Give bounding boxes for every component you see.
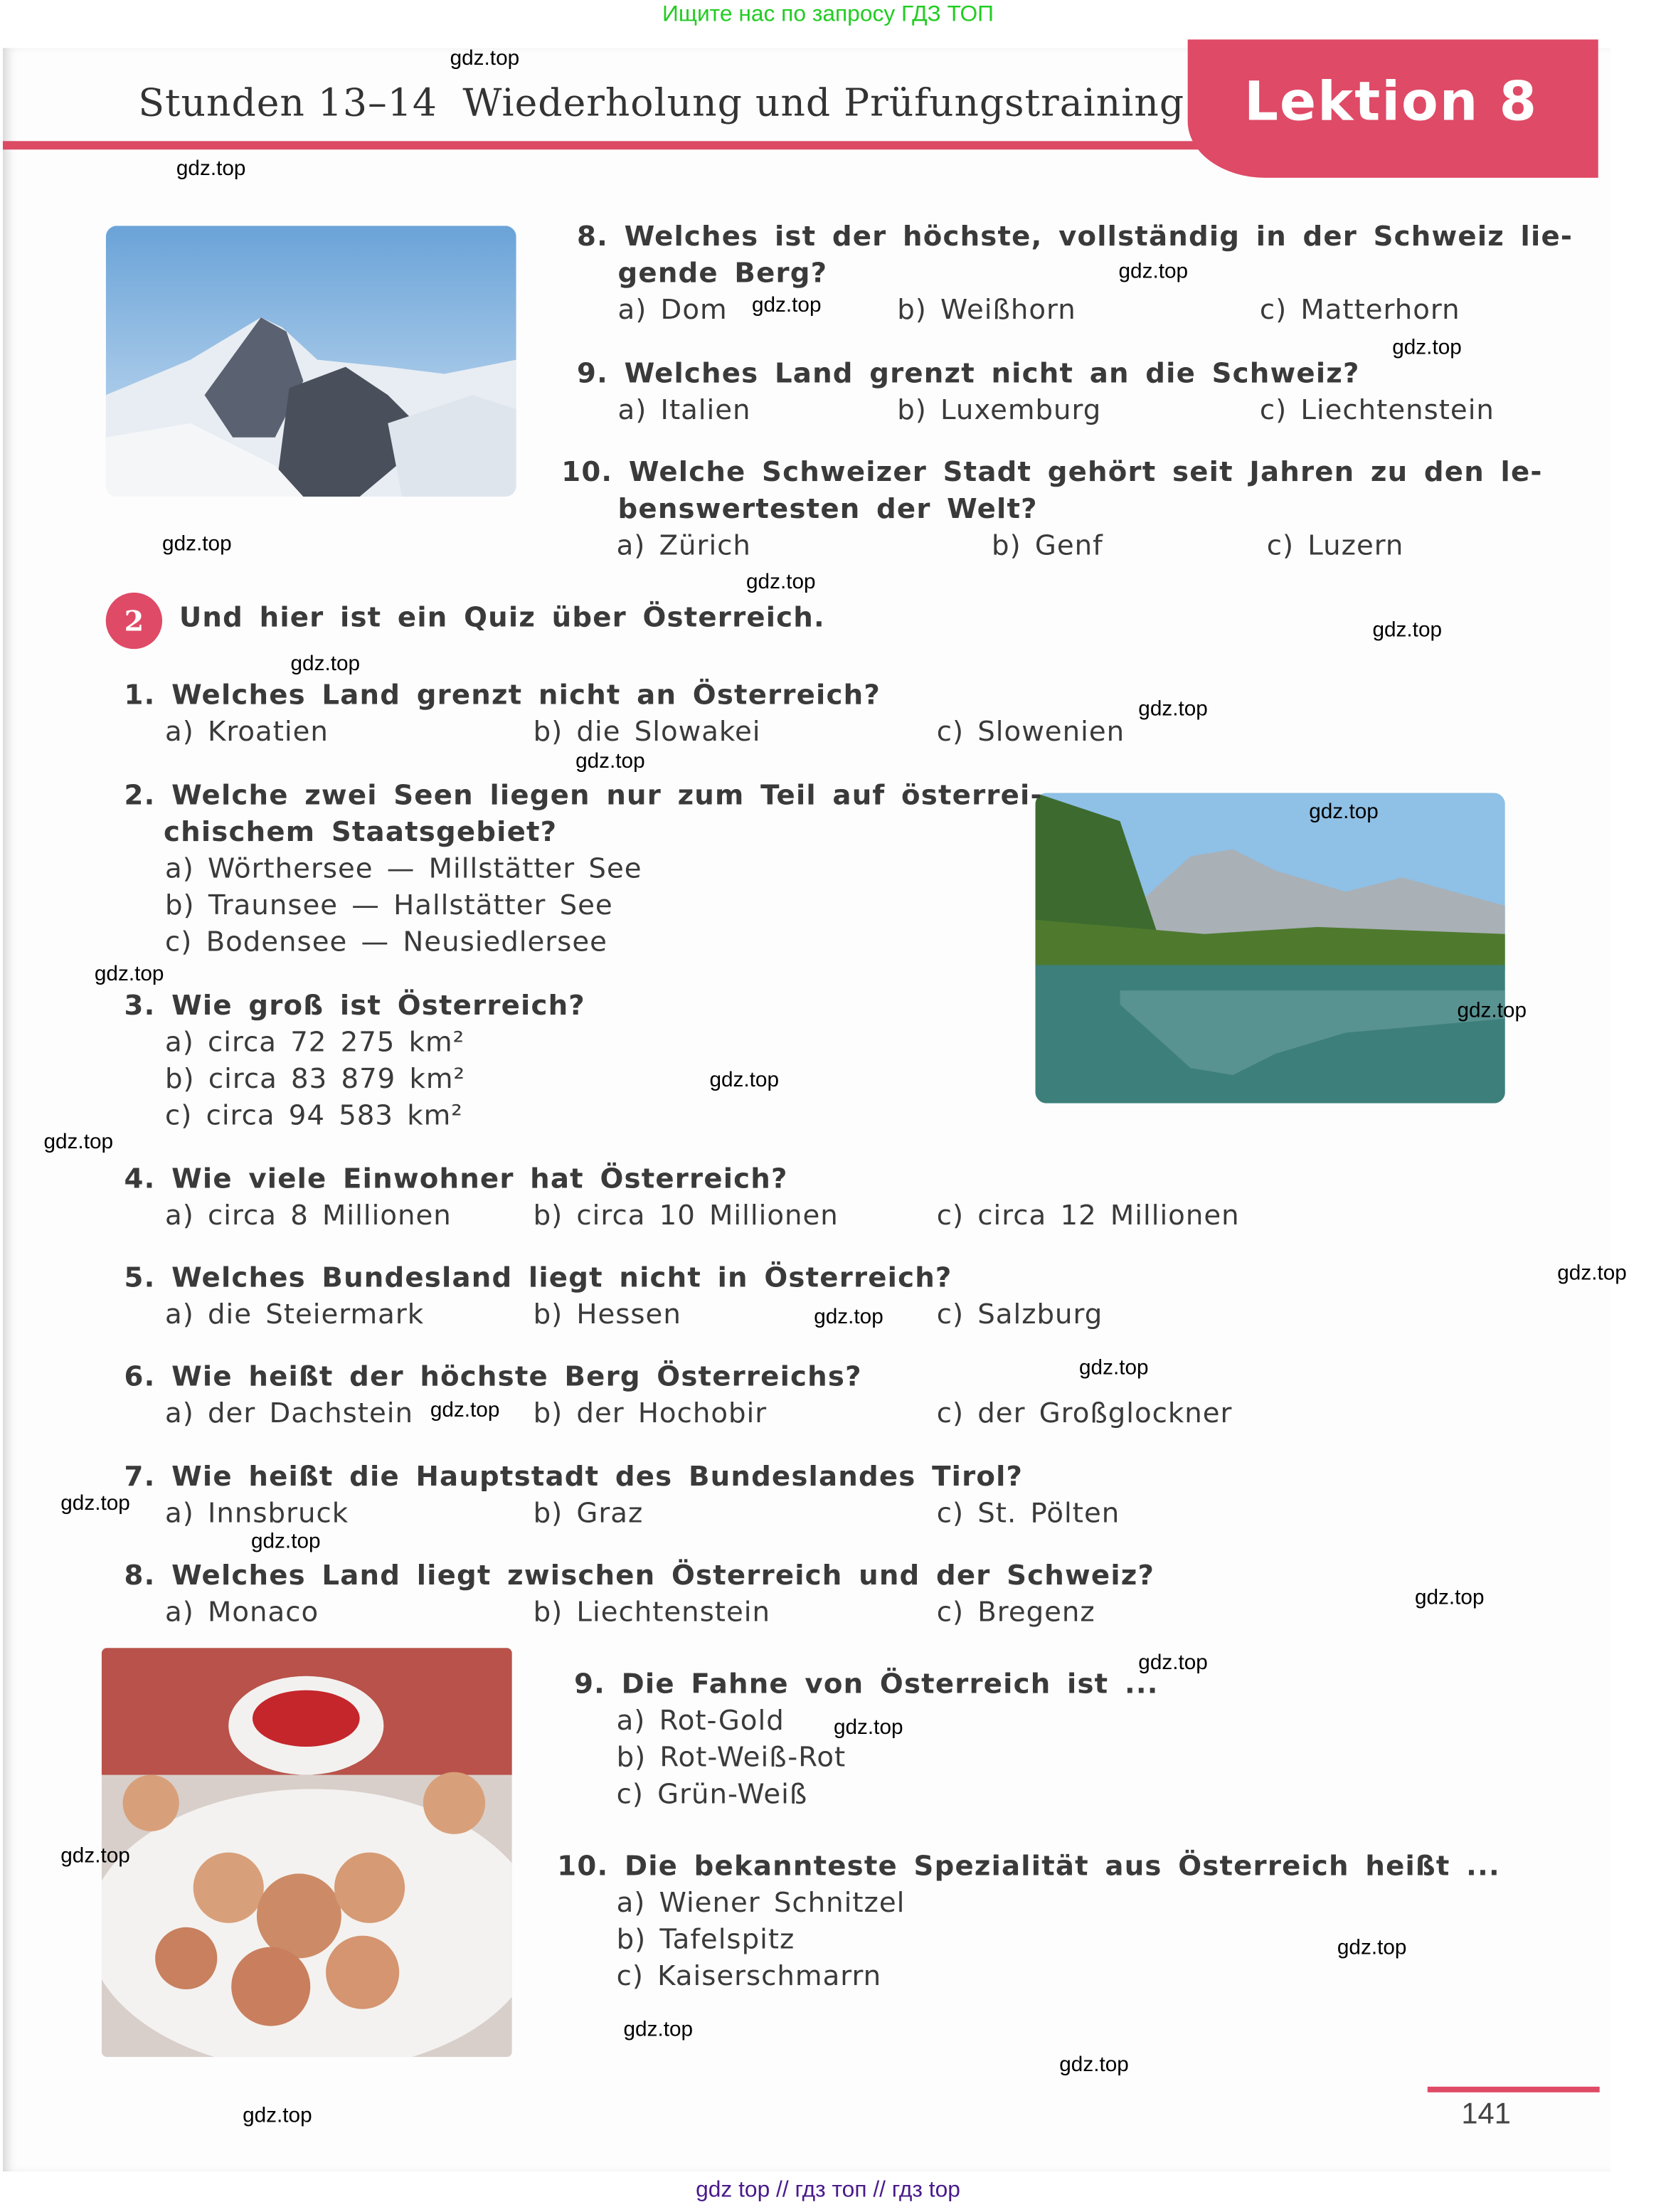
watermark-text: gdz.top <box>176 157 246 181</box>
question-text: gende Berg? <box>617 256 828 290</box>
watermark-text: gdz.top <box>450 46 520 71</box>
question-text: 6. Wie heißt der höchste Berg Österreichs? <box>124 1360 862 1393</box>
answer-option: b) circa 10 Millionen <box>533 1199 839 1232</box>
answer-option: c) circa 12 Millionen <box>936 1199 1240 1232</box>
watermark-text: gdz.top <box>43 1130 114 1155</box>
watermark-text: gdz.top <box>94 962 164 987</box>
page-title: Wiederholung und Prüfungstraining <box>462 82 1185 126</box>
header-divider <box>3 141 1202 149</box>
answer-option: a) Wörthersee — Millstätter See <box>165 852 642 885</box>
kaiserschmarrn-photo <box>102 1648 512 2057</box>
watermark-text: gdz.top <box>623 2017 694 2042</box>
page-number: 141 <box>1461 2097 1511 2131</box>
watermark-text: gdz.top <box>430 1398 500 1422</box>
answer-option: b) Traunsee — Hallstätter See <box>165 889 613 921</box>
answer-option: c) St. Pölten <box>936 1496 1120 1530</box>
watermark-text: gdz.top <box>1337 1935 1407 1960</box>
watermark-text: gdz.top <box>1078 1355 1149 1380</box>
watermark-text: gdz.top <box>162 531 232 556</box>
lake-photo <box>1036 793 1505 1103</box>
question-text: 1. Welches Land grenzt nicht an Österreich? <box>124 678 881 711</box>
answer-option: b) die Slowakei <box>533 715 761 748</box>
watermark-text: gdz.top <box>243 2103 312 2128</box>
question-text: 5. Welches Bundesland liegt nicht in Österreich? <box>124 1261 952 1294</box>
watermark-text: gdz.top <box>746 570 816 594</box>
answer-option: a) Zürich <box>616 529 751 562</box>
question-text: 8. Welches ist der höchste, vollständig in der Schweiz lie- <box>577 220 1573 253</box>
answer-option: b) Weißhorn <box>897 293 1076 327</box>
question-text: 9. Welches Land grenzt nicht an die Schweiz? <box>577 356 1360 390</box>
answer-option: a) Wiener Schnitzel <box>616 1886 906 1919</box>
question-text: 9. Die Fahne von Österreich ist ... <box>574 1667 1159 1700</box>
question-text: 7. Wie heißt die Hauptstadt des Bundeslandes Tirol? <box>124 1460 1024 1493</box>
search-hint: Ищите нас по запросу ГДЗ ТОП <box>662 2 994 27</box>
answer-option: a) Monaco <box>165 1595 319 1629</box>
answer-option: b) Luxemburg <box>897 393 1102 426</box>
watermark-text: gdz.top <box>575 748 645 773</box>
question-text: 10. Welche Schweizer Stadt gehört seit Jahren zu den le- <box>561 455 1543 489</box>
answer-option: c) Kaiserschmarrn <box>616 1959 882 1992</box>
answer-option: b) Tafelspitz <box>616 1922 795 1956</box>
watermark-text: gdz.top <box>833 1715 903 1740</box>
answer-option: b) Hessen <box>533 1298 681 1330</box>
exercise-title: Und hier ist ein Quiz über Österreich. <box>179 600 825 634</box>
page-number-rule <box>1428 2087 1600 2092</box>
answer-option: c) Liechtenstein <box>1259 393 1495 426</box>
answer-option: a) Kroatien <box>165 715 329 748</box>
answer-option: b) Graz <box>533 1496 644 1530</box>
answer-option: a) der Dachstein <box>165 1397 413 1429</box>
chapter-tab <box>1188 40 1598 178</box>
answer-option: a) Innsbruck <box>165 1496 349 1530</box>
watermark-text: gdz.top <box>290 652 361 676</box>
footer-links: gdz top // гдз топ // гдз top <box>696 2178 960 2203</box>
answer-option: a) Dom <box>617 293 728 327</box>
answer-option: a) circa 72 275 km² <box>165 1025 465 1059</box>
watermark-text: gdz.top <box>814 1305 883 1329</box>
answer-option: c) Bregenz <box>936 1595 1095 1629</box>
answer-option: c) Slowenien <box>936 715 1125 748</box>
answer-option: a) Rot-Gold <box>616 1704 785 1737</box>
answer-option: c) der Großglockner <box>936 1397 1233 1429</box>
question-text: 4. Wie viele Einwohner hat Österreich? <box>124 1162 788 1195</box>
watermark-text: gdz.top <box>1557 1261 1627 1286</box>
watermark-text: gdz.top <box>250 1529 321 1554</box>
watermark-text: gdz.top <box>1392 335 1462 360</box>
question-text: 3. Wie groß ist Österreich? <box>124 989 585 1022</box>
question-text: 2. Welche zwei Seen liegen nur zum Teil auf österrei- <box>124 778 1043 812</box>
question-text: benswertesten der Welt? <box>617 492 1038 525</box>
answer-option: c) Bodensee — Neusiedlersee <box>165 925 607 958</box>
answer-option: a) circa 8 Millionen <box>165 1199 452 1232</box>
answer-option: b) circa 83 879 km² <box>165 1062 466 1095</box>
answer-option: c) Grün-Weiß <box>616 1777 808 1811</box>
answer-option: c) Salzburg <box>936 1298 1103 1330</box>
watermark-text: gdz.top <box>751 293 822 318</box>
answer-option: c) circa 94 583 km² <box>165 1099 463 1132</box>
watermark-text: gdz.top <box>1118 259 1189 284</box>
chapter-label: Lektion 8 <box>1244 70 1539 133</box>
question-text: chischem Staatsgebiet? <box>164 815 558 848</box>
answer-option: a) Italien <box>617 393 751 426</box>
watermark-text: gdz.top <box>60 1491 130 1515</box>
watermark-text: gdz.top <box>709 1068 780 1092</box>
answer-option: b) Genf <box>992 529 1103 562</box>
answer-option: b) Liechtenstein <box>533 1595 770 1629</box>
answer-option: a) die Steiermark <box>165 1298 425 1330</box>
watermark-text: gdz.top <box>60 1843 130 1868</box>
watermark-text: gdz.top <box>1309 800 1379 825</box>
watermark-text: gdz.top <box>1414 1585 1485 1610</box>
lesson-label: Stunden 13–14 <box>138 82 437 126</box>
watermark-text: gdz.top <box>1372 618 1443 642</box>
mountain-photo <box>106 226 516 497</box>
exercise-number-badge: 2 <box>106 593 162 649</box>
question-text: 10. Die bekannteste Spezialität aus Österreich heißt ... <box>557 1849 1500 1883</box>
answer-option: c) Matterhorn <box>1259 293 1460 327</box>
watermark-text: gdz.top <box>1059 2053 1129 2077</box>
question-text: 8. Welches Land liegt zwischen Österreich und der Schweiz? <box>124 1559 1155 1592</box>
answer-option: b) Rot-Weiß-Rot <box>616 1741 846 1774</box>
answer-option: c) Luzern <box>1266 529 1404 562</box>
watermark-text: gdz.top <box>1457 998 1527 1023</box>
answer-option: b) der Hochobir <box>533 1397 768 1429</box>
watermark-text: gdz.top <box>1138 697 1208 721</box>
watermark-text: gdz.top <box>1138 1651 1208 1675</box>
